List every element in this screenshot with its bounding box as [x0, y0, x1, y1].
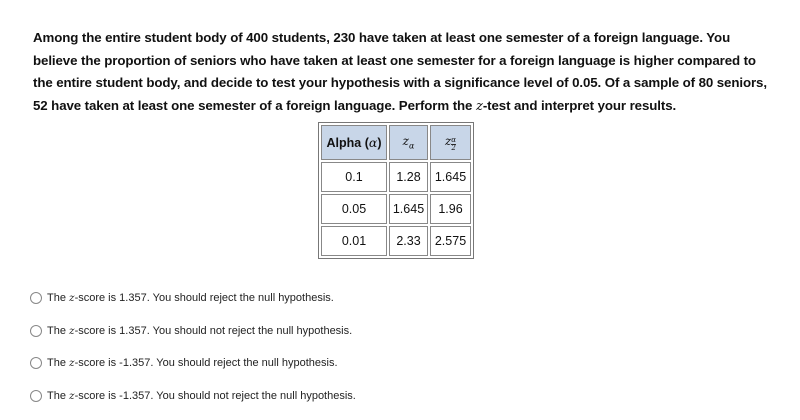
radio-button[interactable] — [30, 292, 42, 304]
z-symbol: z — [475, 98, 483, 114]
option-text: The z-score is -1.357. You should not reject the null hypothesis. — [47, 389, 356, 402]
cell-alpha: 0.1 — [321, 162, 387, 192]
answer-option-1[interactable] — [30, 288, 356, 308]
table-row — [321, 226, 471, 256]
answer-option-3[interactable] — [30, 353, 356, 373]
z-critical-values-table — [318, 122, 474, 259]
header-z-alpha: $z_\alpha$ — [389, 125, 428, 160]
cell-z-alpha: 2.33 — [389, 226, 428, 256]
option-text: The z-score is -1.357. You should reject the null hypothesis. — [47, 357, 338, 369]
header-z-alpha-half: z $\frac{\alpha}{2}$ — [430, 125, 471, 160]
question-text-end: -test and interpret your results. — [482, 97, 677, 113]
table-row — [321, 162, 471, 192]
option-text: The z-score is 1.357. You should not reject the null hypothesis. — [47, 324, 353, 337]
table-row — [321, 194, 471, 224]
header-alpha: Alpha (α) — [321, 125, 387, 160]
cell-z-alpha: 1.645 — [389, 194, 428, 224]
cell-z-alpha-half: 1.645 — [430, 162, 471, 192]
question-text-main: Among the entire student body of 400 students, 230 have taken at least one semester of a foreign language. You believe the proportion of seniors who have taken at least one semester for a foreign language is higher compared to the entire student body, and decide to test your hypothesis with a significance level of 0.05. Of a sample of 80 seniors, 52 have taken at least one semester of a foreign language. Perform the — [33, 30, 767, 113]
radio-button[interactable] — [30, 325, 42, 337]
option-text: The z-score is 1.357. You should reject the null hypothesis. — [47, 292, 334, 304]
answer-option-2[interactable] — [30, 321, 356, 341]
answer-options — [30, 288, 356, 418]
cell-z-alpha-half: 1.96 — [430, 194, 471, 224]
cell-alpha: 0.01 — [321, 226, 387, 256]
table-header-row — [321, 125, 471, 160]
radio-button[interactable] — [30, 390, 42, 402]
cell-z-alpha-half: 2.575 — [430, 226, 471, 256]
cell-z-alpha: 1.28 — [389, 162, 428, 192]
answer-option-4[interactable] — [30, 386, 356, 406]
radio-button[interactable] — [30, 357, 42, 369]
question-text — [33, 27, 778, 118]
cell-alpha: 0.05 — [321, 194, 387, 224]
